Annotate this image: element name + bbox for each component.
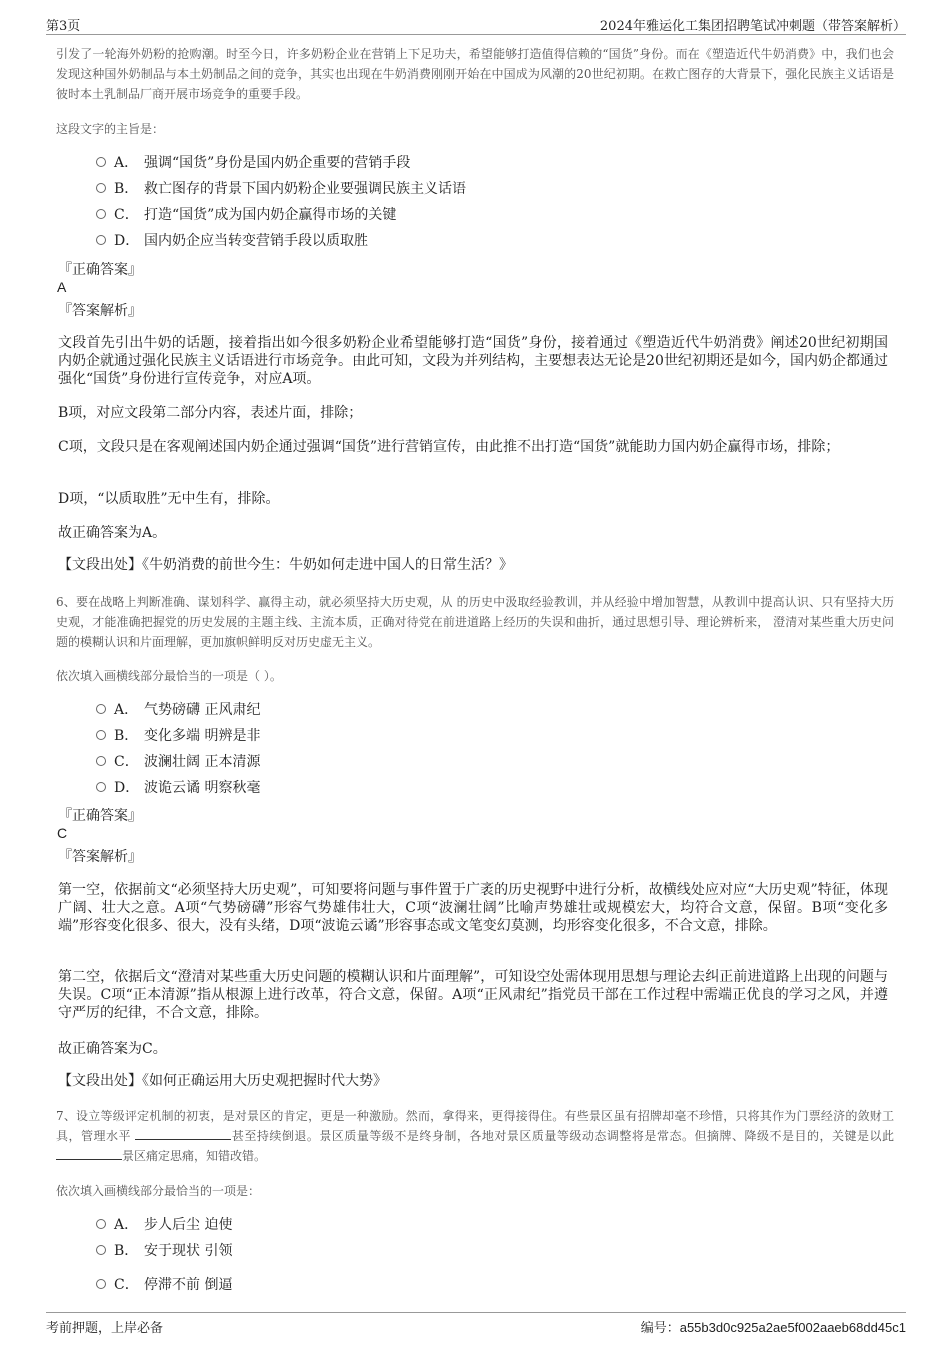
q7-prompt: 依次填入画横线部分最恰当的一项是：	[56, 1184, 261, 1198]
q5-answer-label: 『正确答案』	[58, 262, 142, 278]
radio-icon[interactable]	[96, 1279, 106, 1289]
q6-prompt: 依次填入画横线部分最恰当的一项是（ ）。	[56, 669, 282, 683]
q6-answer-label: 『正确答案』	[58, 808, 142, 824]
q6-option-c[interactable]: C． 波澜壮阔 正本清源	[96, 749, 260, 775]
radio-icon[interactable]	[96, 1219, 106, 1229]
q7-blank-1	[135, 1127, 231, 1140]
radio-icon[interactable]	[96, 704, 106, 714]
radio-icon[interactable]	[96, 183, 106, 193]
q5-option-b[interactable]: B． 救亡图存的背景下国内奶粉企业要强调民族主义话语	[96, 176, 466, 202]
page-number: 第3页	[46, 19, 81, 34]
q5-analysis-p3: C项，文段只是在客观阐述国内奶企通过强调“国货”进行营销宣传，由此推不出打造“国货”就能助力国内奶企赢得市场，排除；	[58, 439, 840, 455]
radio-icon[interactable]	[96, 209, 106, 219]
q5-option-d[interactable]: D． 国内奶企应当转变营销手段以质取胜	[96, 228, 466, 254]
q6-analysis-label: 『答案解析』	[58, 849, 142, 865]
q7-option-b[interactable]: B． 安于现状 引领	[96, 1238, 232, 1264]
page-header	[46, 12, 906, 35]
q5-analysis-label: 『答案解析』	[58, 303, 142, 319]
q5-prompt: 这段文字的主旨是：	[56, 122, 165, 136]
q6-analysis-p1: 第一空，依据前文“必须坚持大历史观”，可知要将问题与事件置于广袤的历史视野中进行分析，故横线处应对应“大历史观”特征，体现广阔、壮大之意。A项“气势磅礴”形容气势雄伟壮大，C项“波澜壮阔”比喻声势雄壮或规模宏大，均符合文意，保留。B项“变化多端”形容变化很多、很大，没有头绪，D项“波诡云谲”形容事态或文笔变幻莫测，均形容变化很多，不合文意，排除。	[58, 882, 888, 934]
q6-answer: C	[57, 825, 68, 841]
radio-icon[interactable]	[96, 730, 106, 740]
q6-source: 【文段出处】《如何正确运用大历史观把握时代大势》	[58, 1073, 387, 1089]
q7-option-a[interactable]: A． 步人后尘 迫使	[96, 1212, 232, 1238]
q5-option-c[interactable]: C． 打造“国货”成为国内奶企赢得市场的关键	[96, 202, 466, 228]
document-code: 编号：a55b3d0c925a2ae5f002aaeb68dd45c1	[640, 1320, 906, 1336]
q7-blank-2	[56, 1147, 122, 1160]
document-title: 2024年雅运化工集团招聘笔试冲刺题（带答案解析）	[599, 19, 906, 34]
q6-option-a[interactable]: A． 气势磅礴 正风肃纪	[96, 697, 260, 723]
q5-passage: 引发了一轮海外奶粉的抢购潮。时至今日，许多奶粉企业在营销上下足功夫，希望能够打造值得信赖的“国货”身份。而在《塑造近代牛奶消费》中，我们也会发现这种国外奶制品与本土奶制品之间的竞争，其实也出现在牛奶消费刚刚开始在中国成为风潮的20世纪初期。在救亡图存的大背景下，强化民族主义话语是彼时本土乳制品厂商开展市场竞争的重要手段。	[56, 47, 894, 101]
q5-analysis-p2: B项，对应文段第二部分内容，表述片面，排除；	[58, 405, 363, 421]
radio-icon[interactable]	[96, 756, 106, 766]
q6-passage: 6、要在战略上判断准确、谋划科学、赢得主动，就必须坚持大历史观，从 的历史中汲取经验教训，并从经验中增加智慧，从教训中提高认识、只有坚持大历史观，才能准确把握党的历史发展的主题主线、主流本质，正确对待党在前进道路上经历的失误和曲折，通过思想引导、理论辨析来， 澄清对某些重大历史问题的模糊认识和片面理解，更加旗帜鲜明反对历史虚无主义。	[56, 595, 894, 649]
q7-option-c[interactable]: C． 停滞不前 倒逼	[96, 1272, 232, 1298]
footer-slogan: 考前押题，上岸必备	[46, 1321, 164, 1336]
q5-answer: A	[57, 279, 67, 295]
q6-option-d[interactable]: D． 波诡云谲 明察秋毫	[96, 775, 260, 801]
q5-options	[96, 150, 466, 254]
radio-icon[interactable]	[96, 1245, 106, 1255]
q6-analysis-p3: 故正确答案为C。	[58, 1041, 167, 1057]
q5-analysis-p4: D项，“以质取胜”无中生有，排除。	[58, 491, 280, 507]
q5-source: 【文段出处】《牛奶消费的前世今生：牛奶如何走进中国人的日常生活？》	[58, 557, 513, 573]
q5-analysis-p1: 文段首先引出牛奶的话题，接着指出如今很多奶粉企业希望能够打造“国货”身份，接着通过《塑造近代牛奶消费》阐述20世纪初期国内奶企就通过强化民族主义话语进行市场竞争。由此可知，文段为并列结构，主要想表达无论是20世纪初期还是如今，国内奶企都通过强化“国货”身份进行宣传竞争，对应A项。	[58, 335, 888, 387]
q6-options	[96, 697, 260, 801]
q5-analysis-p5: 故正确答案为A。	[58, 525, 167, 541]
page-footer	[46, 1312, 906, 1335]
radio-icon[interactable]	[96, 157, 106, 167]
q7-options	[96, 1212, 232, 1298]
q6-option-b[interactable]: B． 变化多端 明辨是非	[96, 723, 260, 749]
radio-icon[interactable]	[96, 782, 106, 792]
q5-option-a[interactable]: A． 强调“国货”身份是国内奶企重要的营销手段	[96, 150, 466, 176]
radio-icon[interactable]	[96, 235, 106, 245]
q7-passage: 7、设立等级评定机制的初衷，是对景区的肯定，更是一种激励。然而，拿得来，更得接得住。有些景区虽有招牌却毫不珍惜，只将其作为门票经济的敛财工具，管理水平 甚至持续倒退。景区质量等级不是终身制，各地对景区质量等级动态调整将是常态。但摘牌、降级不是目的，关键是以此 景区痛定思痛，知错改错。	[56, 1109, 894, 1163]
q6-analysis-p2: 第二空，依据后文“澄清对某些重大历史问题的模糊认识和片面理解”，可知设空处需体现用思想与理论去纠正前进道路上出现的问题与失误。C项“正本清源”指从根源上进行改革，符合文意，保留。A项“正风肃纪”指党员干部在工作过程中需端正优良的学习之风，并遵守严厉的纪律，不合文意，排除。	[58, 969, 888, 1021]
